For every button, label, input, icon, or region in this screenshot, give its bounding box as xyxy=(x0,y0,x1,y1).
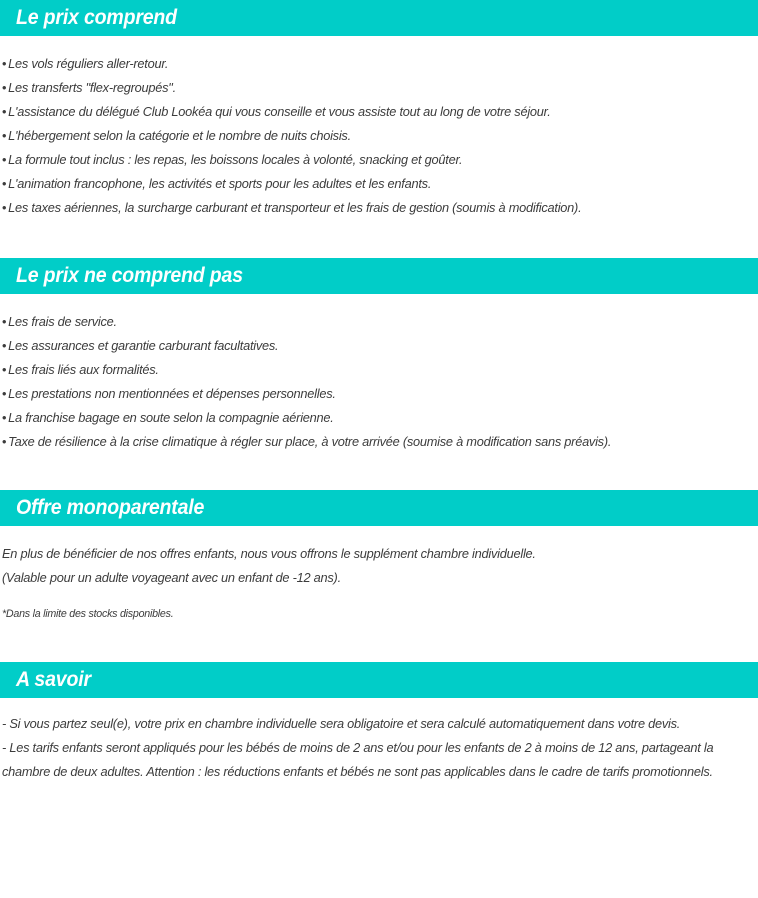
list-item xyxy=(2,100,728,124)
list-item-text: Les assurances et garantie carburant facultatives. xyxy=(8,338,279,353)
list-item-text: L'hébergement selon la catégorie et le nombre de nuits choisis. xyxy=(8,128,351,143)
list-item xyxy=(2,358,728,382)
spacer xyxy=(2,590,750,604)
bullet-icon: • xyxy=(2,386,7,401)
paragraph: - Si vous partez seul(e), votre prix en chambre individuelle sera obligatoire et sera calculé automatiquement dans votre devis. xyxy=(2,716,681,731)
list-item-text: Les frais de service. xyxy=(8,314,117,329)
paragraph: - Les tarifs enfants seront appliqués pour les bébés de moins de 2 ans et/ou pour les enfants de 2 à moins de 12 ans, partageant la chambre de deux adultes. Attention : les réductions enfants et bébés ne sont pas applicables dans le cadre de tarifs promotionnels. xyxy=(2,740,714,779)
list-item-text: La franchise bagage en soute selon la compagnie aérienne. xyxy=(8,410,334,425)
section-header-a-savoir xyxy=(0,662,758,698)
bullet-icon: • xyxy=(2,200,7,215)
list-item xyxy=(2,148,728,172)
section-header-prix-ne-comprend-pas xyxy=(0,258,758,294)
list-item-text: Les taxes aériennes, la surcharge carburant et transporteur et les frais de gestion (soumis à modification). xyxy=(8,200,582,215)
list-item xyxy=(2,382,728,406)
list-item xyxy=(2,430,728,454)
section-body-a-savoir xyxy=(0,698,758,784)
list-item xyxy=(2,124,728,148)
bullet-icon: • xyxy=(2,410,7,425)
section-body-prix-ne-comprend-pas xyxy=(0,294,758,454)
section-a-savoir xyxy=(0,662,758,784)
bullet-icon: • xyxy=(2,104,7,119)
exclusions-list xyxy=(2,310,750,454)
bullet-icon: • xyxy=(2,434,7,449)
list-item xyxy=(2,334,728,358)
bullet-icon: • xyxy=(2,338,7,353)
section-header-offre-monoparentale xyxy=(0,490,758,526)
list-item xyxy=(2,196,728,220)
bullet-icon: • xyxy=(2,80,7,95)
section-title: Le prix ne comprend pas xyxy=(16,264,243,287)
section-prix-ne-comprend-pas xyxy=(0,258,758,454)
list-item xyxy=(2,52,728,76)
section-title: Offre monoparentale xyxy=(16,496,205,519)
list-item-text: L'animation francophone, les activités et sports pour les adultes et les enfants. xyxy=(8,176,432,191)
list-item-text: Les vols réguliers aller-retour. xyxy=(8,56,169,71)
bullet-icon: • xyxy=(2,362,7,377)
list-item xyxy=(2,76,728,100)
list-item-text: Les frais liés aux formalités. xyxy=(8,362,159,377)
section-body-offre-monoparentale xyxy=(0,526,758,624)
bullet-icon: • xyxy=(2,128,7,143)
inclusions-list xyxy=(2,52,750,220)
list-item-text: L'assistance du délégué Club Lookéa qui vous conseille et vous assiste tout au long de votre séjour. xyxy=(8,104,551,119)
bullet-icon: • xyxy=(2,56,7,71)
list-item xyxy=(2,172,728,196)
section-offre-monoparentale xyxy=(0,490,758,624)
list-item-text: Les prestations non mentionnées et dépenses personnelles. xyxy=(8,386,336,401)
list-item-text: Taxe de résilience à la crise climatique à régler sur place, à votre arrivée (soumise à modification sans préavis). xyxy=(8,434,612,449)
list-item-text: Les transferts "flex-regroupés". xyxy=(8,80,176,95)
bullet-icon: • xyxy=(2,152,7,167)
footnote: *Dans la limite des stocks disponibles. xyxy=(2,608,174,620)
list-item xyxy=(2,310,728,334)
section-prix-comprend xyxy=(0,0,758,220)
bullet-icon: • xyxy=(2,314,7,329)
list-item-text: La formule tout inclus : les repas, les boissons locales à volonté, snacking et goûter. xyxy=(8,152,463,167)
bullet-icon: • xyxy=(2,176,7,191)
section-title: A savoir xyxy=(16,668,91,691)
section-title: Le prix comprend xyxy=(16,6,177,29)
paragraph: En plus de bénéficier de nos offres enfants, nous vous offrons le supplément chambre individuelle. xyxy=(2,546,536,561)
list-item xyxy=(2,406,728,430)
section-header-prix-comprend xyxy=(0,0,758,36)
paragraph: (Valable pour un adulte voyageant avec un enfant de -12 ans). xyxy=(2,570,341,585)
section-body-prix-comprend xyxy=(0,36,758,220)
